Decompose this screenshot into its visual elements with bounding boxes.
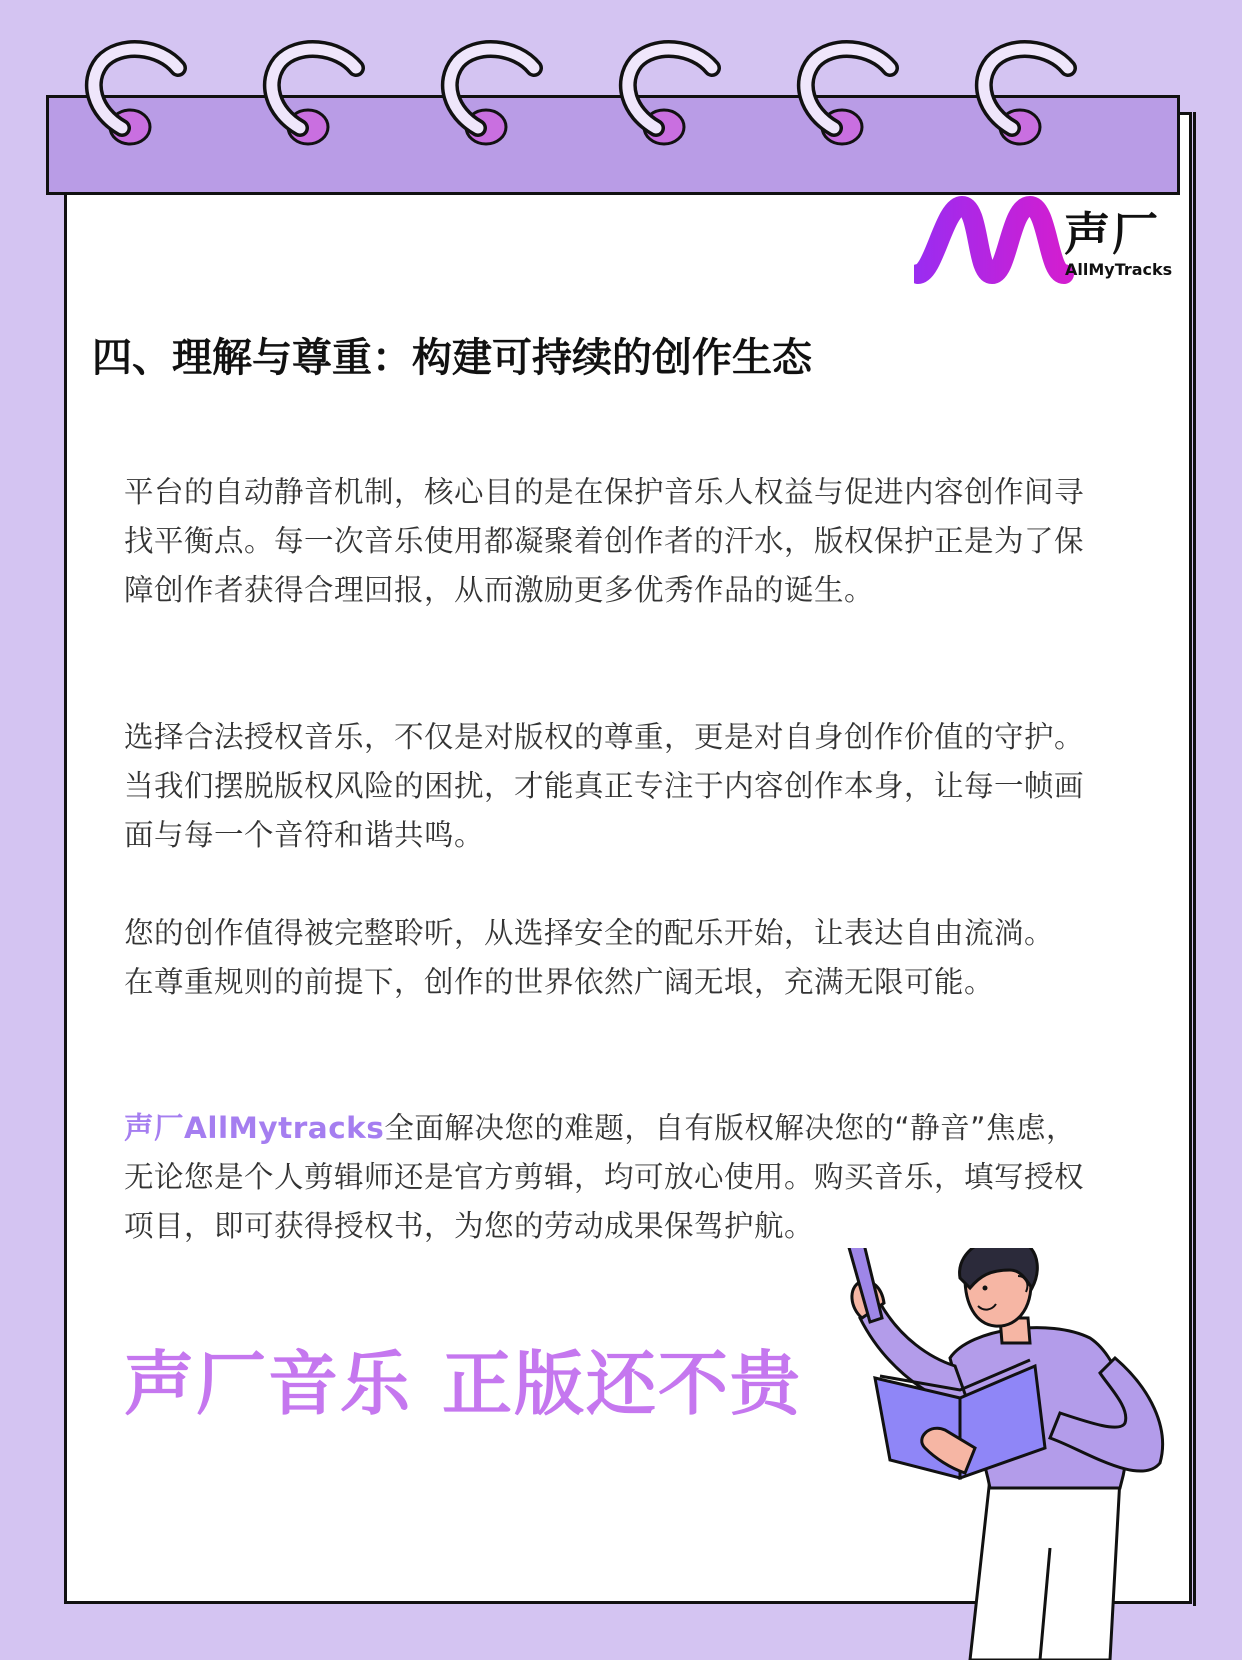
binder-ring-icon	[984, 49, 1068, 144]
closing-text: 全面解决您的难题，自有版权解决您的“静音”焦虑，无论您是个人剪辑师还是官方剪辑，均可放心使用。购买音乐，填写授权项目，即可获得授权书，为您的劳动成果保驾护航。	[124, 1111, 1085, 1243]
brand-name-highlight: 声厂AllMytracks	[124, 1111, 385, 1145]
binder-ring-icon	[94, 49, 178, 144]
logo-chinese-name: 声厂	[1064, 207, 1160, 261]
paragraph-3: 您的创作值得被完整聆听，从选择安全的配乐开始，让表达自由流淌。 在尊重规则的前提下，创作的世界依然广阔无垠，充满无限可能。	[124, 916, 1055, 999]
binder-ring-icon	[450, 49, 534, 144]
binder-ring-icon	[272, 49, 356, 144]
slogan-part-1: 声厂音乐	[124, 1343, 412, 1425]
man-reading-book-illustration	[820, 1248, 1240, 1660]
binder-ring-icon	[806, 49, 890, 144]
paragraph-2: 选择合法授权音乐，不仅是对版权的尊重，更是对自身创作价值的守护。 当我们摆脱版权风险的困扰，才能真正专注于内容创作本身，让每一帧画面与每一个音符和谐共鸣。	[124, 720, 1085, 852]
binder-rings	[0, 0, 1242, 160]
slogan	[124, 1328, 802, 1429]
section-title: 四、理解与尊重：构建可持续的创作生态	[92, 335, 812, 381]
slogan-part-2: 正版还不贵	[442, 1343, 802, 1425]
paragraph-1: 平台的自动静音机制，核心目的是在保护音乐人权益与促进内容创作间寻找平衡点。每一次音乐使用都凝聚着创作者的汗水，版权保护正是为了保障创作者获得合理回报，从而激励更多优秀作品的诞生。	[124, 475, 1085, 607]
binder-ring-icon	[628, 49, 712, 144]
paragraph-closing	[124, 1104, 1084, 1251]
logo-english-name: AllMyTracks	[1065, 260, 1173, 279]
